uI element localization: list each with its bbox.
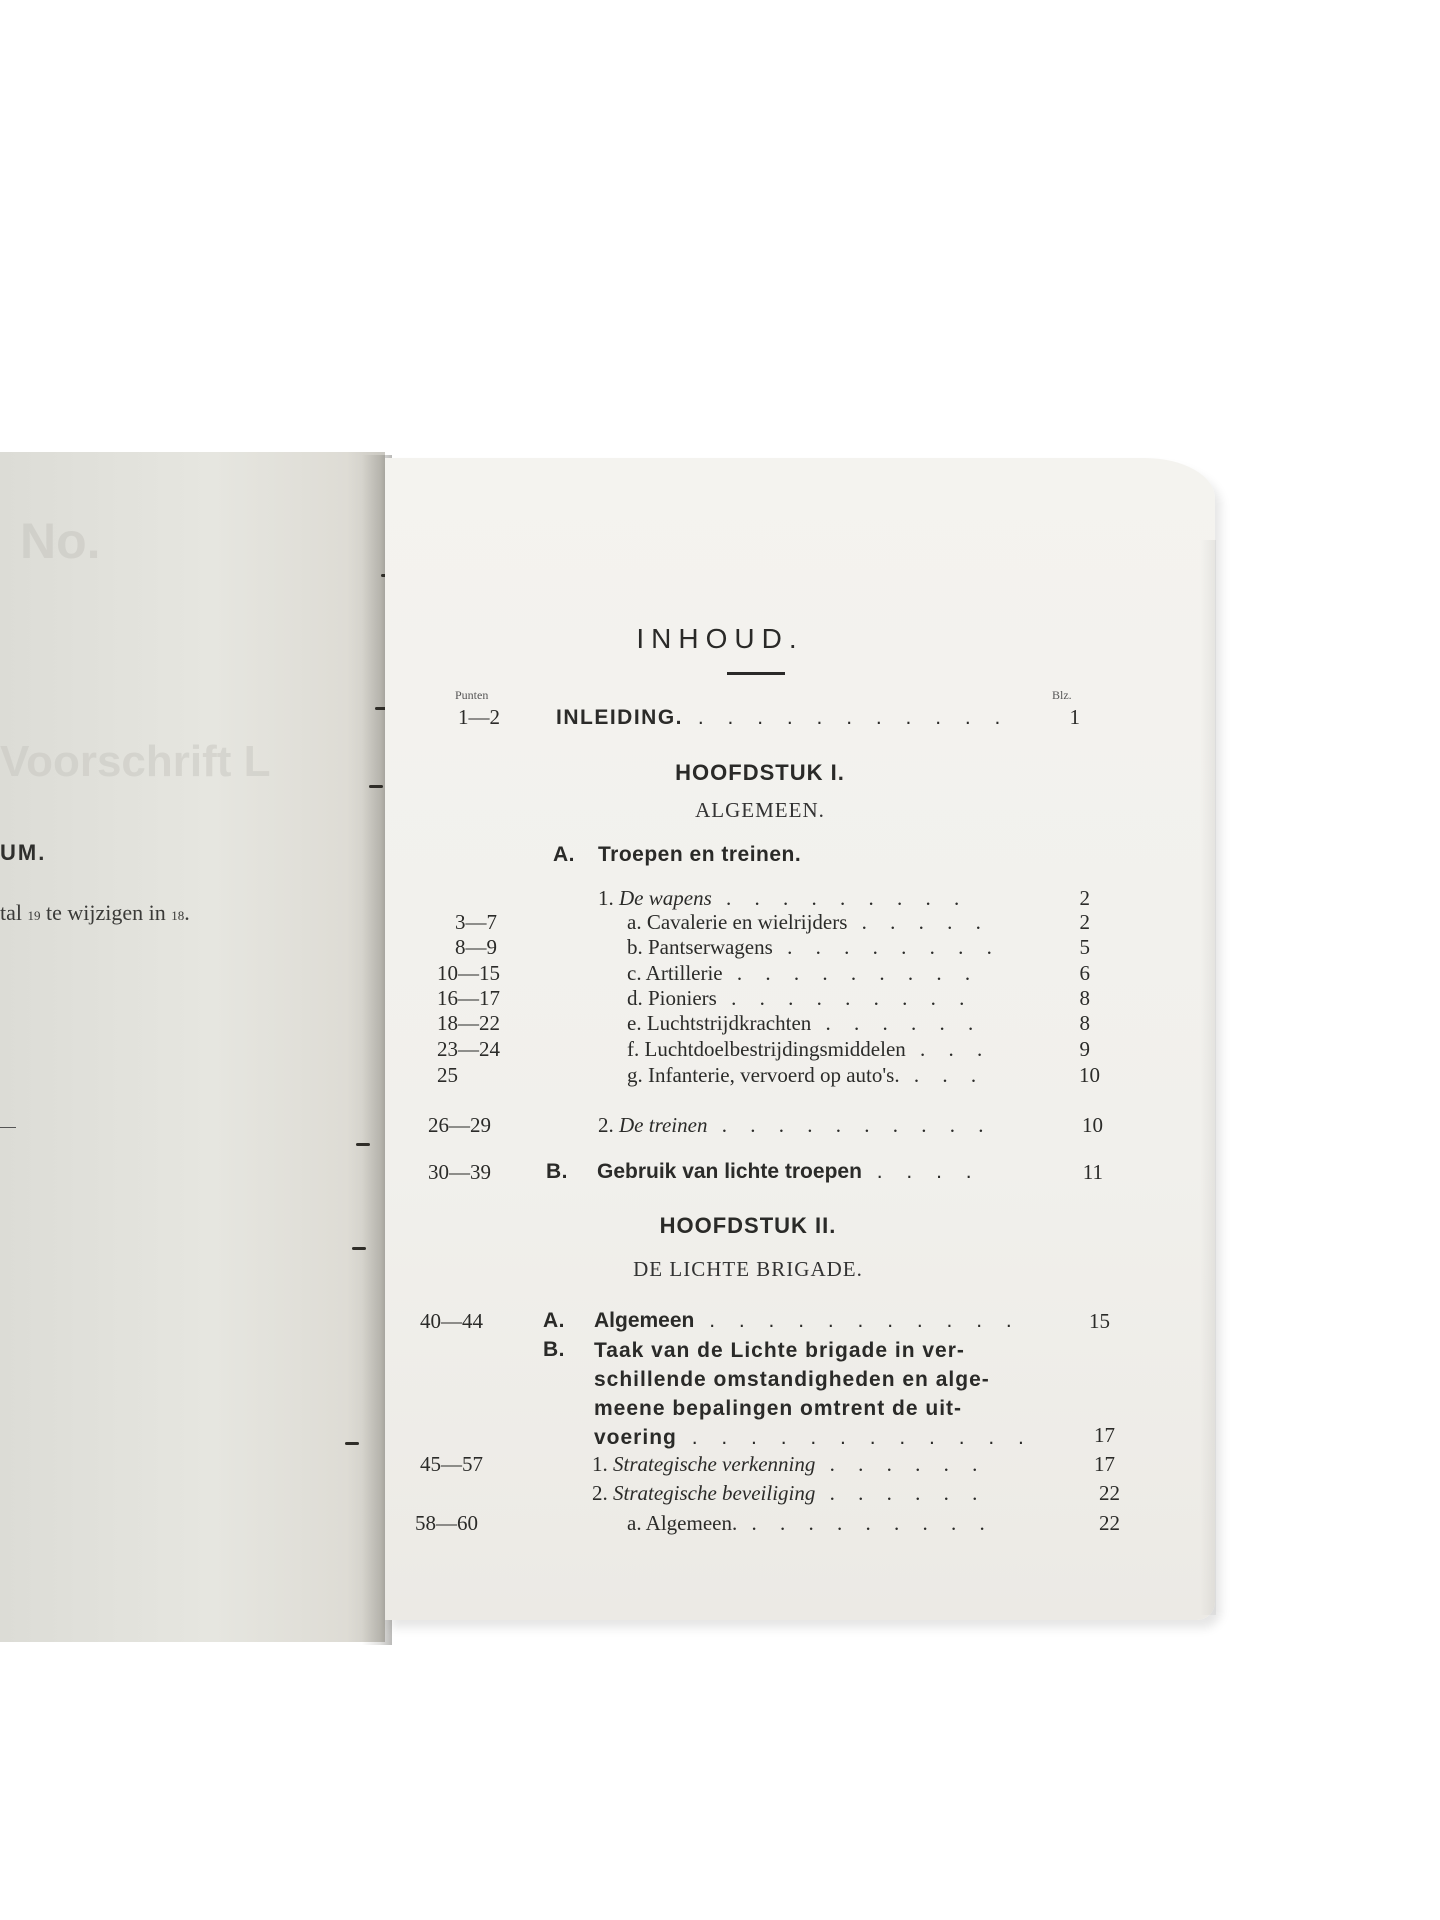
left-page-heading: UM.	[0, 840, 47, 865]
toc-entry: a. Algemeen. . . . . . . . . .	[627, 1511, 994, 1535]
toc-entry: 2. Strategische beveiliging . . . . . .	[592, 1481, 987, 1505]
column-header-page: Blz.	[1052, 688, 1072, 702]
chapter-subheading: DE LICHTE BRIGADE.	[633, 1257, 863, 1281]
toc-page: 6	[1079, 961, 1090, 985]
toc-points: 23—24	[437, 1037, 500, 1061]
toc-entry: 1. De wapens . . . . . . . . .	[598, 886, 969, 910]
section-title-line: schillende omstandigheden en alge-	[594, 1368, 990, 1391]
chapter-subheading: ALGEMEEN.	[695, 798, 825, 822]
bleed-through-text: Voorschrift L	[0, 737, 271, 786]
toc-page: 17	[1094, 1423, 1115, 1447]
toc-points: 1—2	[458, 705, 500, 729]
toc-page: 2	[1079, 886, 1090, 910]
section-title-line: meene bepalingen omtrent de uit-	[594, 1397, 963, 1420]
toc-page: 9	[1079, 1037, 1090, 1061]
section-letter: A.	[553, 843, 575, 866]
left-page-dash	[0, 1127, 16, 1128]
binding-stitch	[345, 1442, 359, 1445]
toc-page: 10	[1082, 1113, 1103, 1137]
section-title-line: Taak van de Lichte brigade in ver-	[594, 1339, 965, 1362]
toc-page: 8	[1079, 986, 1090, 1010]
toc-points: 40—44	[420, 1309, 483, 1333]
binding-stitch	[356, 1143, 370, 1146]
binding-stitch	[369, 785, 383, 788]
toc-entry: a. Cavalerie en wielrijders . . . . .	[627, 910, 990, 934]
section-title-line: voering . . . . . . . . . . . .	[594, 1426, 1033, 1449]
toc-page: 5	[1079, 935, 1090, 959]
toc-page: 22	[1099, 1481, 1120, 1505]
left-page-text-line: tal 19 te wijzigen in 18.	[0, 900, 190, 925]
toc-title: INHOUD.	[636, 623, 804, 654]
toc-points: 18—22	[437, 1011, 500, 1035]
page-edge-shadow	[1200, 540, 1216, 1615]
toc-points: 10—15	[437, 961, 500, 985]
section-letter: A.	[543, 1309, 565, 1332]
toc-page: 1	[1069, 705, 1080, 729]
toc-page: 11	[1082, 1160, 1103, 1184]
toc-entry: 1. Strategische verkenning . . . . . .	[592, 1452, 987, 1476]
toc-entry: 2. De treinen . . . . . . . . . .	[598, 1113, 993, 1137]
binding-stitch	[352, 1247, 366, 1250]
toc-entry: c. Artillerie . . . . . . . . .	[627, 961, 980, 985]
toc-points: 45—57	[420, 1452, 483, 1476]
toc-page: 10	[1079, 1063, 1100, 1087]
toc-points: 58—60	[415, 1511, 478, 1535]
title-rule	[727, 672, 785, 675]
section-title-multiline	[594, 1336, 1064, 1452]
chapter-heading: HOOFDSTUK I.	[675, 760, 845, 785]
toc-entry: d. Pioniers . . . . . . . . .	[627, 986, 974, 1010]
toc-entry: e. Luchtstrijdkrachten . . . . . .	[627, 1011, 983, 1035]
toc-entry: g. Infanterie, vervoerd op auto's. . . .	[627, 1063, 986, 1087]
section-title: Algemeen . . . . . . . . . . .	[594, 1309, 1021, 1332]
toc-points: 30—39	[428, 1160, 491, 1184]
toc-points: 26—29	[428, 1113, 491, 1137]
toc-points: 3—7	[455, 910, 497, 934]
toc-entry: f. Luchtdoelbestrijdingsmiddelen . . .	[627, 1037, 992, 1061]
chapter-heading: HOOFDSTUK II.	[659, 1213, 837, 1238]
toc-entry-intro: INLEIDING. . . . . . . . . . . .	[556, 706, 1010, 729]
section-title: Troepen en treinen.	[598, 843, 802, 866]
section-letter: B.	[543, 1338, 565, 1361]
toc-entry: b. Pantserwagens . . . . . . . .	[627, 935, 1001, 959]
toc-page: 22	[1099, 1511, 1120, 1535]
section-letter: B.	[546, 1160, 568, 1183]
toc-page: 17	[1094, 1452, 1115, 1476]
toc-page: 15	[1089, 1309, 1110, 1333]
toc-page: 8	[1079, 1011, 1090, 1035]
section-title: Gebruik van lichte troepen . . . .	[597, 1160, 981, 1183]
toc-points: 16—17	[437, 986, 500, 1010]
column-header-points: Punten	[455, 688, 489, 702]
toc-page: 2	[1079, 910, 1090, 934]
toc-points: 8—9	[455, 935, 497, 959]
bleed-through-text: No.	[20, 513, 101, 569]
toc-points: 25	[437, 1063, 458, 1087]
